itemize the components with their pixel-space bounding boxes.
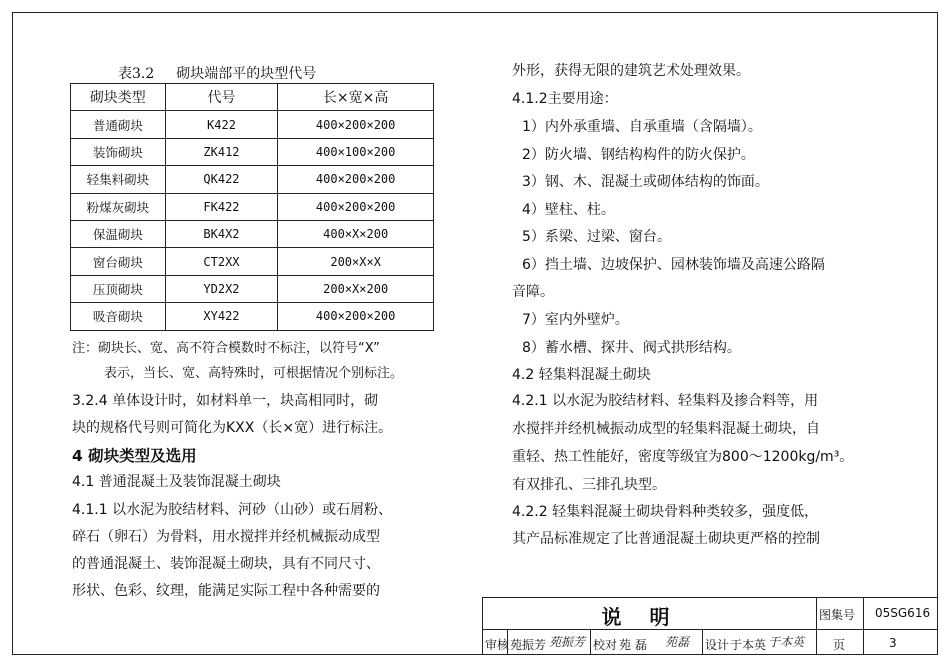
table-caption-text: 砌块端部平的块型代号 <box>176 66 317 82</box>
right-line-14: 水搅拌并经机械振动成型的轻集料混凝土砌块，自 <box>512 421 820 437</box>
table-row <box>71 220 434 247</box>
right-line-13: 4.2.1 以水泥为胶结材料、轻集料及掺合料等，用 <box>512 393 819 409</box>
para-4-1-1-line4: 形状、色彩、纹理，能满足实际工程中各种需要的 <box>72 583 380 599</box>
cell-dimensions: 200×X×X <box>278 248 434 275</box>
right-line-10: 7）室内外壁炉。 <box>522 312 629 328</box>
heading-4-1: 4.1 普通混凝土及装饰混凝土砌块 <box>72 474 281 490</box>
cell-dimensions: 400×100×200 <box>278 138 434 165</box>
right-line-06: 4）壁柱、柱。 <box>522 202 615 218</box>
para-4-1-1-line3: 的普通混凝土、装饰混凝土砌块，具有不同尺寸、 <box>72 556 380 572</box>
table-caption-label: 表3.2 <box>118 66 155 82</box>
design-name: 于本英 <box>730 638 767 652</box>
cell-dimensions: 200×X×200 <box>278 275 434 302</box>
para-4-1-1-line2: 碎石（卵石）为骨料，用水搅拌并经机械振动成型 <box>72 529 380 545</box>
table-row <box>71 193 434 220</box>
block-type-table <box>70 83 434 331</box>
table-caption <box>118 63 316 83</box>
cell-block-type: 窗台砌块 <box>71 248 166 275</box>
check-signature: 苑磊 <box>665 635 690 649</box>
right-line-11: 8）蓄水槽、探井、阀式拱形结构。 <box>522 340 741 356</box>
cell-code: FK422 <box>165 193 278 220</box>
table-row <box>71 138 434 165</box>
atlas-number: 05SG616 <box>875 606 931 620</box>
title-block-vline <box>863 598 864 655</box>
cell-dimensions: 400×200×200 <box>278 166 434 193</box>
right-line-05: 3）钢、木、混凝土或砌体结构的饰面。 <box>522 174 769 190</box>
header-dimensions: 长×宽×高 <box>278 84 434 111</box>
right-line-04: 2）防火墙、钢结构构件的防火保护。 <box>522 147 755 163</box>
cell-code: BK4X2 <box>165 220 278 247</box>
cell-dimensions: 400×200×200 <box>278 111 434 138</box>
sheet-title: 说明 <box>601 605 698 629</box>
table-row <box>71 275 434 302</box>
header-code: 代号 <box>165 84 278 111</box>
review-signature: 苑振芳 <box>549 635 586 649</box>
header-block-type: 砌块类型 <box>71 84 166 111</box>
cell-block-type: 普通砌块 <box>71 111 166 138</box>
para-3-2-4-line2: 块的规格代号则可简化为KXX（长×宽）进行标注。 <box>72 420 393 436</box>
right-line-16: 有双排孔、三排孔块型。 <box>512 477 666 493</box>
right-line-01: 外形，获得无限的建筑艺术处理效果。 <box>512 63 750 79</box>
title-block-vline <box>507 629 508 655</box>
cell-code: ZK412 <box>165 138 278 165</box>
table-note-line2: 表示，当长、宽、高特殊时，可根据情况个别标注。 <box>104 366 404 381</box>
right-line-02: 4.1.2主要用途： <box>512 91 618 107</box>
right-line-09: 音障。 <box>512 284 554 300</box>
cell-dimensions: 400×X×200 <box>278 220 434 247</box>
table-note-line1: 注：砌块长、宽、高不符合模数时不标注，以符号“X” <box>72 341 380 356</box>
cell-code: YD2X2 <box>165 275 278 302</box>
table-row <box>71 111 434 138</box>
page-number: 3 <box>889 636 897 650</box>
page-label: 页 <box>833 638 846 652</box>
title-block-vline <box>816 598 817 655</box>
atlas-number-label: 图集号 <box>819 608 856 622</box>
cell-block-type: 压顶砌块 <box>71 275 166 302</box>
para-4-1-1-line1: 4.1.1 以水泥为胶结材料、河砂（山砂）或石屑粉、 <box>72 502 393 518</box>
right-line-08: 6）挡土墙、边坡保护、园林装饰墙及高速公路隔 <box>522 257 825 273</box>
cell-dimensions: 400×200×200 <box>278 193 434 220</box>
cell-code: QK422 <box>165 166 278 193</box>
cell-block-type: 粉煤灰砌块 <box>71 193 166 220</box>
review-name: 苑振芳 <box>510 638 547 652</box>
right-line-18: 其产品标准规定了比普通混凝土砌块更严格的控制 <box>512 531 820 547</box>
right-line-12: 4.2 轻集料混凝土砌块 <box>512 367 651 383</box>
right-line-15: 重轻、热工性能好，密度等级宜为800～1200kg/m³。 <box>512 449 854 465</box>
cell-code: K422 <box>165 111 278 138</box>
cell-dimensions: 400×200×200 <box>278 303 434 330</box>
right-line-17: 4.2.2 轻集料混凝土砌块骨料种类较多，强度低， <box>512 504 819 520</box>
check-label: 校对 <box>593 638 618 652</box>
right-line-03: 1）内外承重墙、自承重墙（含隔墙）。 <box>522 119 762 135</box>
right-line-07: 5）系梁、过梁、窗台。 <box>522 229 671 245</box>
check-name: 苑 磊 <box>619 638 647 652</box>
table-row <box>71 248 434 275</box>
cell-block-type: 轻集料砌块 <box>71 166 166 193</box>
title-block <box>482 597 938 655</box>
design-label: 设计 <box>705 638 730 652</box>
para-3-2-4-line1: 3.2.4 单体设计时，如材料单一，块高相同时，砌 <box>72 393 379 409</box>
title-block-vline <box>590 629 591 655</box>
table-row <box>71 303 434 330</box>
title-block-vline <box>702 629 703 655</box>
cell-block-type: 保温砌块 <box>71 220 166 247</box>
heading-4: 4 砌块类型及选用 <box>72 447 197 465</box>
cell-code: XY422 <box>165 303 278 330</box>
cell-code: CT2XX <box>165 248 278 275</box>
table-row <box>71 166 434 193</box>
design-signature: 于本英 <box>768 635 805 649</box>
cell-block-type: 装饰砌块 <box>71 138 166 165</box>
review-label: 审核 <box>485 638 510 652</box>
cell-block-type: 吸音砌块 <box>71 303 166 330</box>
table-header-row <box>71 84 434 111</box>
